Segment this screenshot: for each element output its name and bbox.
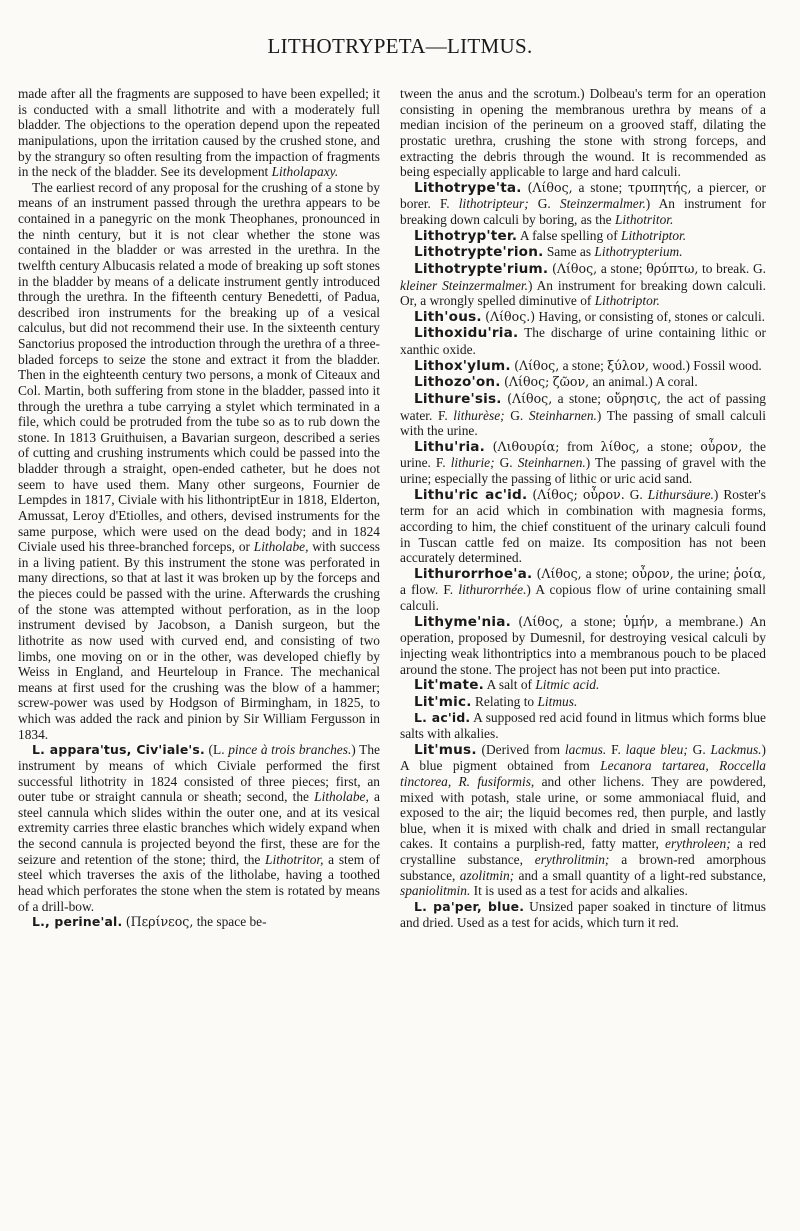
entry-lithuric-acid: Lithu'ric ac'id. (Λίθος; οὖρον. G. Lithursäure.) Roster's term for an acid which in combination with magnesia forms, according to him, the chief constituent of the urinary calculi found in Tuscan cattle fed on maize. Its composition has not been accurately determined.	[400, 486, 766, 566]
entry-headword: Lithozo'on.	[414, 374, 501, 391]
entry-litmus: Lit'mus. (Derived from lacmus. F. laque bleu; G. Lackmus.) A blue pigment obtained from Lecanora tartarea, Roccella tinctorea, R. fusiformis, and other lichens. They are powdered, mixed with potash, stale urine, or some ammoniacal fluid, and exposed to the air; the liquid becomes red, then purple, and lastly blue, when it is mixed with chalk and dried in small rectangular cakes. It contains a purplish-red, fatty matter, erythroleen; a red crystalline substance, erythrolitmin; a brown-red amorphous substance, azolitmin; and a small quantity of a light-red substance, spaniolitmin. It is used as a test for acids and alkalies.	[400, 741, 767, 899]
entry-headword: Lithu'ria.	[414, 438, 486, 455]
entry-headword: L. pa'per, blue.	[414, 898, 525, 914]
entry-headword: L. ac'id.	[414, 710, 471, 726]
entry-lithoxiduria: Lithoxidu'ria. The discharge of urine containing lithic or xanthic oxide.	[400, 325, 766, 357]
history-paragraph: The earliest record of any proposal for the crushing of a stone by means of an instrument passed through the urethra appears to be contained in a panegyric on the monk Theophanes, pronounced in the ninth century, but it is not clear whether the stone was contained in the bladder or was arrested in the urethra. In the twelfth century Albucasis related a mode of breaking up soft stones in the bladder by means of a delicate instrument gently introduced through the urethra. In the fifteenth century Benedetti, of Padua, described iron instruments for the breaking up of a vesical calculus, but did not recommend their use. In the sixteenth century Sanctorius proposed the introduction through the urethra of a three-bladed forceps to seize the stone and extract it from the bladder. Then in the eighteenth century two persons, a monk of Citeaux and Col. Martin, both suffering from stone in the bladder, passed into it through the urethra a tube carrying a stylet which terminated in a file, which could be protruded from the tube so as to rub down the stone. In 1813 Gruithuisen, a Bavarian surgeon, described a series of cutting and crushing instruments which could be passed into the bladder through a straight, open-ended catheter, but he does not seem to have used them. Many other surgeons, Fournier de Lempdes in 1817, Civiale with his lithontriptEur in 1818, Elderton, Amussat, Leroy d'Etiolles, and others, devised instruments for the same purpose, which were used on the dead body; and in 1824 Civiale used his three-branched forceps, or Litholabe, with success in a living patient. By this instrument the stone was perforated in many directions, so that at last it was broken up by the forceps and the pieces could be passed with the urine. Afterwards the crushing of the stone was attempted without perforation, as in the loop instrument devised by Jacobson, a Danish surgeon, but the lithotrite as now used with curved end, and consisting of two limbs, one moving on or in the other, was developed chiefly by Weiss in England, and Heurteloup in France. The mechanical means at first used for the crushing was the blow of a hammer; screw-power was used by Hodgson of Birmingham, in 1825, to which was added the rack and pinion by Sir William Fergusson in 1834.	[18, 179, 380, 742]
right-column	[400, 86, 766, 930]
entry-headword: Lit'mus.	[414, 741, 477, 758]
entry-lithoxylum: Lithox'ylum. (Λίθος, a stone; ξύλον, wood.) Fossil wood.	[414, 357, 762, 374]
entry-headword: Lithyme'nia.	[414, 613, 511, 630]
running-head: LITHOTRYPETA—LITMUS.	[267, 34, 533, 58]
entry-headword: Lithure'sis.	[414, 390, 502, 407]
entry-headword: Lithotrypte'rium.	[414, 260, 549, 277]
entry-headword: Lithu'ric ac'id.	[414, 486, 528, 503]
entry-litmic-acid: L. ac'id. A supposed red acid found in litmus which forms blue salts with alkalies.	[400, 710, 766, 741]
entry-lithous: Lith'ous. (Λίθος.) Having, or consisting of, stones or calculi.	[414, 308, 766, 325]
entry-lithotrypterion: Lithotrypte'rion. Same as Lithotrypterium.	[414, 244, 683, 261]
entry-headword: Lithotryp'ter.	[414, 227, 518, 244]
entry-litmate: Lit'mate. A salt of Litmic acid.	[414, 677, 600, 694]
entry-headword: Lithoxidu'ria.	[414, 325, 519, 342]
entry-lithotrypter: Lithotryp'ter. A false spelling of Lithotriptor.	[414, 227, 687, 244]
entry-lithozoon: Lithozo'on. (Λίθος; ζῶον, an animal.) A coral.	[414, 374, 698, 391]
entry-headword: Lit'mate.	[414, 677, 485, 694]
entry-headword: Lithox'ylum.	[414, 357, 511, 374]
entry-lithuresis: Lithure'sis. (Λίθος, a stone; οὔρησις, the act of passing water. F. lithurèse; G. Steinharnen.) The passing of small calculi with the urine.	[400, 390, 766, 439]
left-column	[18, 86, 380, 930]
entry-lithotrypterium: Lithotrypte'rium. (Λίθος, a stone; θρύπτω, to break. G. kleiner Steinzermalmer.) An instrument for breaking down calculi. Or, a wrongly spelled diminutive of Lithotriptor.	[400, 260, 766, 309]
entry-perineal: L., perine'al. (Περίνεος, the space be-	[32, 914, 267, 930]
entry-headword: Lithotrype'ta.	[414, 179, 522, 196]
entry-lithurorrhoea: Lithurorrhoe'a. (Λίθος, a stone; οὖρον, the urine; ῥοία, a flow. F. lithurorrhée.) A copious flow of urine containing small calculi.	[400, 565, 766, 613]
entry-lithymenia: Lithyme'nia. (Λίθος, a stone; ὑμήν, a membrane.) An operation, proposed by Dumesnil, for destroying vesical calculi by injecting weak lithontriptics into a membranous pouch to be placed around the stone. The project has not been put into practice.	[400, 613, 766, 677]
entry-headword: Lit'mic.	[414, 693, 472, 710]
entry-litmic: Lit'mic. Relating to Litmus.	[414, 693, 578, 710]
entry-headword: L. appara'tus, Civ'iale's.	[32, 742, 205, 758]
entry-headword: L., perine'al.	[32, 914, 123, 930]
entry-litmus-paper: L. pa'per, blue. Unsized paper soaked in tincture of litmus and dried. Used as a test for acids, which turn it red.	[400, 898, 767, 930]
entry-headword: Lithurorrhoe'a.	[414, 565, 533, 582]
entry-continuation: tween the anus and the scrotum.) Dolbeau's term for an operation consisting in opening the membranous urethra by means of a median incision of the perineum on a grooved staff, dilating the prostatic urethra, crushing the stone with strong forceps, and extracting the debris through the wound. It is recommended as being especially applicable to large and hard calculi.	[400, 86, 766, 180]
entry-continuation: made after all the fragments are supposed to have been expelled; it is conducted with a small lithotrite and with a moderately full bladder. The objections to the operation depend upon the repeated manipulations, upon the irritation caused by the crushed stone, and by the strangury so often resulting from the impaction of fragments in the neck of the bladder. See its development Litholapaxy.	[18, 86, 380, 180]
entry-lithotrypeta: Lithotrype'ta. (Λίθος, a stone; τρυπητής, a piercer, or borer. F. lithotripteur; G. Steinzermalmer.) An instrument for breaking down calculi by boring, as the Lithotritor.	[400, 179, 767, 227]
entry-headword: Lith'ous.	[414, 308, 482, 325]
entry-civiale-apparatus: L. appara'tus, Civ'iale's. (L. pince à trois branches.) The instrument by means of which Civiale performed the first successful lithotrity in 1824 consisted of three pieces; first, an outer tube or straight cannula or sheath; second, the Litholabe, a steel cannula which slides within the outer one, and at its vesical extremity carries three elastic branches which widely expand when the second cannula is projected beyond the first, these are for the seizure and retention of the stone; third, the Lithotritor, a stem of steel which traverses the axis of the litholabe, having a toothed head which perforates the stone when the stem is rotated by means of a drill-bow.	[18, 742, 380, 914]
entry-lithuria: Lithu'ria. (Λιθουρία; from λίθος, a stone; οὖρον, the urine. F. lithurie; G. Steinharnen.) The passing of gravel with the urine; especially the passing of lithic or uric acid sand.	[400, 438, 767, 486]
entry-headword: Lithotrypte'rion.	[414, 244, 544, 261]
